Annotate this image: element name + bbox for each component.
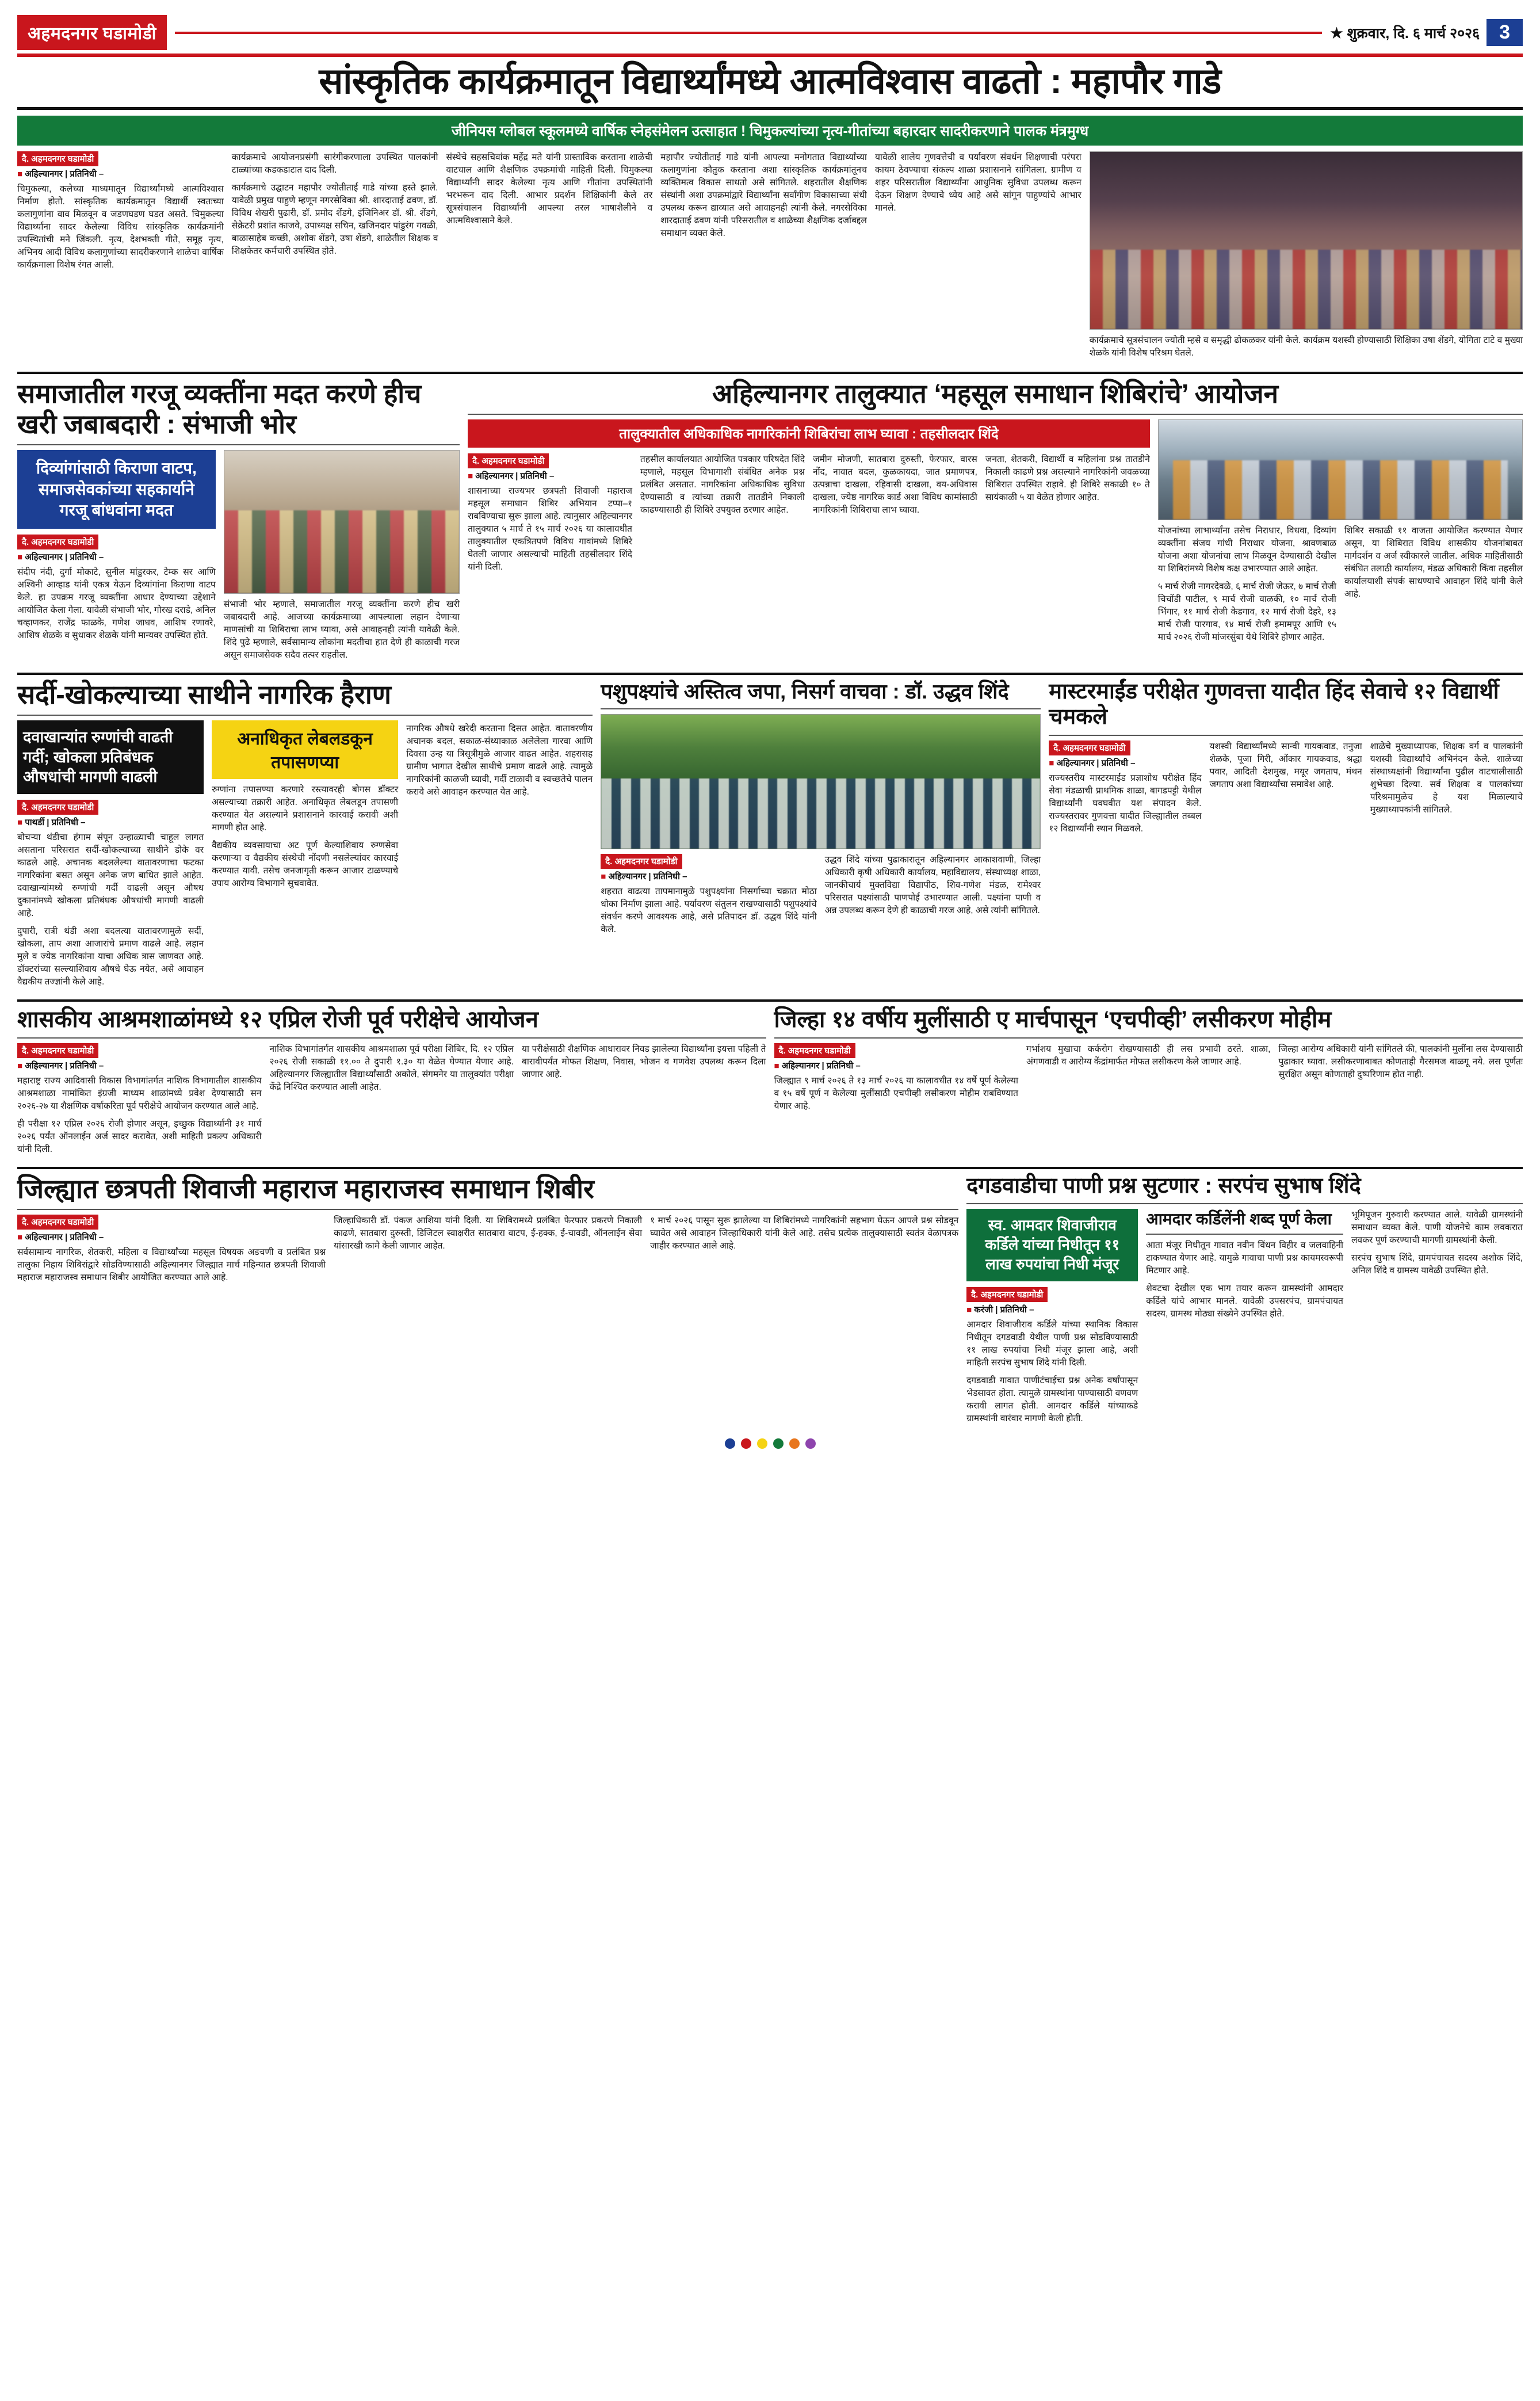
paragraph: महापौर ज्योतीताई गाडे यांनी आपल्या मनोगतात विद्यार्थ्यांच्या कलागुणांना कौतुक करताना अशा सांस्कृतिक कार्यक्रमांतूनच व्यक्तिमत्व विकास साधतो असे सांगितले. शहरातील शैक्षणिक संस्थांनी अशा उपक्रमांद्वारे विद्यार्थ्यांना सर्वांगीण विकासाच्या संधी उपलब्ध करून द्याव्यात असे आवाहनही त्यांनी केले. नगरसेविका शारदाताई ढवण यांनी परिसरातील व शाळेच्या शैक्षणिक दर्जाबद्दल समाधान व्यक्त केले. — [660, 152, 867, 239]
byline-location: ■ पाथर्डी | प्रतिनिधी – — [17, 816, 204, 828]
section-mastermind — [1049, 680, 1523, 994]
divider — [17, 673, 1523, 675]
paragraph: सरपंच सुभाष शिंदे, ग्रामपंचायत सदस्य अशोक शिंदे, अनिल शिंदे व ग्रामस्थ यावेळी उपस्थित होते. — [1351, 1253, 1523, 1276]
paragraph: शेवटचा देखील एक भाग तयार करून ग्रामस्थांनी आमदार कर्डिले यांचे आभार मानले. यावेळी उपसरपंच, ग्रामपंचायत सदस्य, ग्रामस्थ मोठ्या संख्येने उपस्थित होते. — [1146, 1284, 1343, 1319]
byline-location: ■ अहिल्यानगर | प्रतिनिधी – — [468, 470, 632, 482]
byline-tag: दै. अहमदनगर घडामोडी — [17, 535, 98, 549]
paragraph: या परीक्षेसाठी शैक्षणिक आधारावर निवड झालेल्या विद्यार्थ्यांना इयत्ता पहिली ते बारावीपर्यंत मोफत शिक्षण, निवास, भोजन व गणवेश उपलब्ध करून दिला जाणार आहे. — [522, 1044, 766, 1079]
section5-headline: पशुपक्ष्यांचे अस्तित्व जपा, निसर्ग वाचवा : डॉ. उद्धव शिंदे — [601, 680, 1009, 704]
section10-headline: दगडवाडीचा पाणी प्रश्न सुटणार : सरपंच सुभाष शिंदे — [966, 1173, 1361, 1198]
paragraph: नागरिक औषधे खरेदी करताना दिसत आहेत. वातावरणीय अचानक बदल, सकाळ-संध्याकाळ अलेलेला गारवा आणि दिवसा उन्ह या त्रिसूत्रीमुळे आजार वाढत आहेत. शहरासह ग्रामीण भागात देखील साथीचे प्रमाण वाढले आहे. त्यामुळे नागरिकांनी काळजी घ्यावी, गर्दी टाळावी व स्वच्छतेचे पालन करावे असे आवाहन करण्यात येत आहे. — [406, 724, 593, 797]
section3-strip: तालुक्यातील अधिकाधिक नागरिकांनी शिबिरांचा लाभ घ्यावा : तहसीलदार शिंदे — [468, 419, 1150, 448]
byline — [17, 151, 224, 180]
divider — [17, 1037, 766, 1039]
paragraph: नाशिक विभागांतर्गत शासकीय आश्रमशाळा पूर्व परीक्षा शिबिर, दि. १२ एप्रिल २०२६ रोजी सकाळी ११.०० ते दुपारी १.३० या वेळेत घेण्यात येणार आहे. अहिल्यानगर जिल्ह्यातील विद्यार्थ्यांसाठी अकोले, संगमनेर या तालुक्यांत परीक्षा केंद्रे निश्चित करण्यात आली आहेत. — [269, 1044, 514, 1092]
paragraph: जिल्हाधिकारी डॉ. पंकज आशिया यांनी दिली. या शिबिरामध्ये प्रलंबित फेरफार प्रकरणे निकाली काढणे, सातबारा दुरुस्ती, डिजिटल स्वाक्षरीत सातबारा वाटप, ई-हक्क, ई-चावडी, ऑनलाईन सेवा यांसारखी कामे केली जाणार आहेत. — [334, 1215, 643, 1251]
paragraph: ५ मार्च रोजी नागरदेवळे, ६ मार्च रोजी जेऊर, ७ मार्च रोजी चिचोंडी पाटील, ९ मार्च रोजी वाळकी, १० मार्च रोजी भिंगार, ११ मार्च रोजी केडगाव, १२ मार्च रोजी देहरे, १३ मार्च रोजी पारगाव, १४ मार्च रोजी इमामपूर आणि १५ मार्च २०२६ रोजी मांजरसुंबा येथे शिबिरे होणार आहेत. — [1157, 582, 1336, 643]
divider — [17, 1209, 958, 1210]
byline — [17, 1043, 262, 1071]
byline-tag: दै. अहमदनगर घडामोडी — [17, 151, 98, 166]
byline-tag: दै. अहमदनगर घडामोडी — [774, 1043, 855, 1058]
divider — [966, 1203, 1523, 1204]
publication-logo: अहमदनगर घडामोडी — [17, 15, 167, 50]
paragraph: उद्धव शिंदे यांच्या पुढाकारातून अहिल्यानगर आकाशवाणी, जिल्हा अधिकारी कृषी अधिकारी कार्यालय, महाविद्यालय, संस्थाध्यक्ष शाळा, जानकीचार्य मुक्तविद्या विद्यापीठ, शिव-गणेश मंडळ, रामेश्वर परिसरात पक्ष्यांसाठी पाणपोई उभारण्यात आली. पक्ष्यांना पाणी व अन्न उपलब्ध करून देणे ही काळाची गरज आहे, असे त्यांनी सांगितले. — [824, 854, 1041, 915]
section9-headline: जिल्ह्यात छत्रपती शिवाजी महाराज महाराजस्व समाधान शिबीर — [17, 1173, 594, 1204]
paragraph: महाराष्ट्र राज्य आदिवासी विकास विभागांतर्गत नाशिक विभागातील शासकीय आश्रमशाळा नामांकित इंग्रजी माध्यम शाळांमध्ये प्रवेश देण्यासाठी सन २०२६-२७ या शैक्षणिक वर्षाकरिता पूर्व परीक्षेचे आयोजन करण्यात आले आहे. — [17, 1075, 262, 1111]
paragraph: राज्यस्तरीय मास्टरमाईंड प्रज्ञाशोध परीक्षेत हिंद सेवा मंडळाची प्राथमिक शाळा, बागडपट्टी येथील विद्यार्थ्यांनी घवघवीत यश संपादन केले. राज्यस्तरावर गुणवत्ता यादीत जिल्ह्यातील तब्बल १२ विद्यार्थ्यांनी स्थान मिळवले. — [1049, 773, 1202, 834]
paragraph: तहसील कार्यालयात आयोजित पत्रकार परिषदेत शिंदे म्हणाले, महसूल विभागाशी संबंधित अनेक प्रश्न प्रलंबित असतात. नागरिकांना अधिकाधिक सुविधा देण्यासाठी व त्यांच्या तक्रारी तातडीने निकाली काढण्यासाठी ही शिबिरे उपयुक्त ठरणार आहेत. — [640, 455, 805, 516]
byline — [966, 1287, 1138, 1315]
footer-color-bar — [17, 1430, 1523, 1449]
byline — [17, 1215, 326, 1243]
lead-photo-col — [1090, 151, 1523, 365]
divider — [17, 999, 1523, 1002]
section6-headline: मास्टरमाईंड परीक्षेत गुणवत्ता यादीत हिंद सेवाचे १२ विद्यार्थी चमकले — [1049, 680, 1499, 729]
lead-subhead-strip: जीनियस ग्लोबल स्कूलमध्ये वार्षिक स्नेहसंमेलन उत्साहात ! चिमुकल्यांच्या नृत्य-गीतांच्या बहारदार सादरीकरणाने पालक मंत्रमुग्ध — [17, 116, 1523, 146]
byline-location: ■ अहिल्यानगर | प्रतिनिधी – — [17, 168, 224, 180]
paragraph: जिल्ह्यात ९ मार्च २०२६ ते १३ मार्च २०२६ या कालावधीत १४ वर्षे पूर्ण केलेल्या व १५ वर्षे पूर्ण न केलेल्या मुलींसाठी एचपीव्ही लसीकरण मोहीम राबविण्यात येणार आहे. — [774, 1075, 1018, 1111]
byline-tag: दै. अहमदनगर घडामोडी — [966, 1287, 1048, 1302]
divider — [601, 708, 1041, 709]
paragraph: जमीन मोजणी, सातबारा दुरुस्ती, फेरफार, वारस नोंद, नावात बदल, कुळकायदा, जात प्रमाणपत्र, उत्पन्नाचा दाखला, रहिवासी दाखला, वय-अधिवास दाखला, ज्येष्ठ नागरिक कार्ड अशा विविध कामांसाठी नागरिकांनी शिबिराचा लाभ घ्यावा. — [812, 455, 977, 516]
section7-headline: शासकीय आश्रमशाळांमध्ये १२ एप्रिल रोजी पूर्व परीक्षेचे आयोजन — [17, 1006, 538, 1032]
paragraph: भूमिपूजन गुरुवारी करण्यात आले. यावेळी ग्रामस्थांनी समाधान व्यक्त केले. पाणी योजनेचे काम लवकरात लवकर पूर्ण करण्याची मागणी ग्रामस्थांनी केली. — [1351, 1210, 1523, 1246]
fifth-row — [17, 1174, 1523, 1430]
paragraph: संभाजी भोर म्हणाले, समाजातील गरजू व्यक्तींना करणे हीच खरी जबाबदारी आहे. आजच्या कार्यक्रमाच्या आपल्याला लहान देणाऱ्या माणसांची या शिबिराचा लाभ घ्यावा, असे आवाहनही त्यांनी यावेळी केले. शिंदे पुढे म्हणाले, सर्वसामान्य लोकांना मदतीचा हात देणे ही काळाची गरज असून समाजसेवक सदैव तत्पर राहतील. — [223, 600, 460, 661]
lead-col-2 — [232, 151, 438, 365]
issue-date: ★ शुक्रवार, दि. ६ मार्च २०२६ — [1330, 25, 1480, 41]
section2-headline: समाजातील गरजू व्यक्तींना मदत करणे हीच खरी जबाबदारी : संभाजी भोर — [17, 379, 422, 440]
paragraph: चिमुकल्या, कलेच्या माध्यमातून विद्यार्थ्यांमध्ये आत्मविश्वास निर्माण होतो. सांस्कृतिक कार्यक्रमातून विद्यार्थी स्वतःच्या कलागुणांना वाव मिळवून व जडणघडण घडत असते. चिमुकल्या विद्यार्थ्यांना सादर केलेल्या विविध सांस्कृतिक कार्यक्रमांनी उपस्थितांची मने जिंकली. नृत्य, देशभक्ती गीते, समूह नृत्य, अभिनय आदी विविध कलागुणांच्या सादरीकरणाने शाळेचा वार्षिक कार्यक्रमाला विशेष रंगत आली. — [17, 184, 224, 270]
section-dagadwadi — [966, 1174, 1523, 1430]
byline-tag: दै. अहमदनगर घडामोडी — [1049, 740, 1130, 755]
paragraph: सर्वसामान्य नागरिक, शेतकरी, महिला व विद्यार्थ्यांच्या महसूल विषयक अडचणी व प्रलंबित प्रश्न तालुका निहाय शिबिरांद्वारे सोडविण्यासाठी अहिल्यानगर जिल्ह्यात मार्च महिन्यात छत्रपती शिवाजी महाराज महाराजस्व समाधान शिबीर आयोजित करण्यात आले आहे. — [17, 1247, 326, 1282]
byline — [774, 1043, 1019, 1071]
byline — [1049, 740, 1201, 769]
byline — [468, 453, 632, 482]
byline — [17, 535, 216, 563]
divider — [17, 444, 460, 445]
paragraph: आमदार शिवाजीराव कर्डिले यांच्या स्थानिक विकास निधीतून दगडवाडी येथील पाणी प्रश्न सोडविण्यासाठी ११ लाख रुपयांचा निधी मंजूर झाला आहे, अशी माहिती सरपंच सुभाष शिंदे यांनी दिली. — [966, 1319, 1138, 1368]
lead-photo-1 — [1090, 151, 1523, 330]
paragraph: शिबिर सकाळी ११ वाजता आयोजित करण्यात येणार असून, या शिबिरात विविध शासकीय योजनांबाबत मार्गदर्शन व अर्ज स्वीकारले जातील. अधिक माहितीसाठी संबंधित तलाठी कार्यालय, मंडळ अधिकारी किंवा तहसील कार्यालयाशी संपर्क साधण्याचे आवाहन शिंदे यांनी केले आहे. — [1344, 526, 1523, 600]
lead-col-5 — [875, 151, 1082, 365]
section5-photo — [601, 714, 1041, 849]
section4-yellow-box: अनाधिकृत लेबलडकून तपासणप्या — [212, 720, 398, 779]
divider — [774, 1037, 1523, 1039]
divider — [17, 1167, 1523, 1169]
paragraph: यावेळी शालेय गुणवत्तेची व पर्यावरण संवर्धन शिक्षणाची परंपरा कायम ठेवण्याचा संकल्प शाळा प्रशासनाने सांगितला. ग्रामीण व शहर परिसरातील विद्यार्थ्यांना आधुनिक सुविधा उपलब्ध करून देऊन शिक्षण देण्याचे ध्येय आहे असे सांगून पाहुण्यांचे आभार मानले. — [874, 152, 1082, 213]
masthead — [17, 15, 1523, 57]
byline — [17, 800, 204, 828]
byline-tag: दै. अहमदनगर घडामोडी — [17, 1043, 98, 1058]
lead-story — [17, 62, 1523, 365]
section4-highlight-box: दवाखान्यांत रुग्णांची वाढती गर्दी; खोकला प्रतिबंधक औषधांची मागणी वाढली — [17, 720, 204, 794]
fourth-row — [17, 1006, 1523, 1161]
byline-tag: दै. अहमदनगर घडामोडी — [17, 800, 98, 815]
byline-location: ■ अहिल्यानगर | प्रतिनिधी – — [1049, 757, 1201, 769]
color-dot-red — [741, 1438, 751, 1449]
section2-photo — [224, 450, 460, 594]
color-dot-green — [773, 1438, 784, 1449]
divider — [468, 414, 1523, 415]
divider — [17, 372, 1523, 374]
section8-headline: जिल्हा १४ वर्षीय मुलींसाठी ए मार्चपासून ‘एचपीव्ही’ लसीकरण मोहीम — [774, 1006, 1332, 1032]
page-number: 3 — [1486, 19, 1523, 46]
byline-tag: दै. अहमदनगर घडामोडी — [601, 854, 682, 869]
paragraph: यशस्वी विद्यार्थ्यांमध्ये सान्वी गायकवाड, तनुजा शेळके, पूजा गिरी, ओंकार गायकवाड, श्रद्धा पवार, आदिती देशमुख, मयूर जगताप, मंथन जगताप अशा विद्यार्थ्यांचा समावेश आहे. — [1209, 741, 1362, 789]
byline — [601, 854, 816, 882]
section-pashu — [601, 680, 1041, 994]
paragraph: कार्यक्रमाचे आयोजनप्रसंगी सारंगीकरणाला उपस्थित पालकांनी टाळ्यांच्या कडकडाटात दाद दिली. — [231, 152, 438, 175]
divider — [1146, 1234, 1343, 1235]
section-ashramshala — [17, 1006, 766, 1161]
section2-highlight-box: दिव्यांगांसाठी किराणा वाटप, समाजसेवकांच्या सहकार्याने गरजू बांधवांना मदत — [17, 450, 216, 529]
paragraph: दगडवाडी गावात पाणीटंचाईचा प्रश्न अनेक वर्षांपासून भेडसावत होता. त्यामुळे ग्रामस्थांना पाण्यासाठी वणवण करावी लागत होती. आमदार कर्डिले यांच्याकडे ग्रामस्थांनी वारंवार मागणी केली होती. — [966, 1375, 1138, 1423]
section3-headline: अहिल्यानगर तालुक्यात ‘महसूल समाधान शिबिरांचे’ आयोजन — [712, 379, 1279, 409]
lead-col-3 — [446, 151, 652, 365]
color-dot-purple — [805, 1438, 816, 1449]
paragraph: १ मार्च २०२६ पासून सुरू झालेल्या या शिबिरांमध्ये नागरिकांनी सहभाग घेऊन आपले प्रश्न सोडवून घ्यावेत असे आवाहन जिल्हाधिकारी यांनी केले आहे. तसेच प्रत्येक तालुक्यासाठी स्वतंत्र वेळापत्रक जाहीर करण्यात आले आहे. — [650, 1215, 959, 1251]
paragraph: बोचऱ्या थंडीचा हंगाम संपून उन्हाळ्याची चाहूल लागत असताना परिसरात सर्दी-खोकल्याच्या साथीने डोके वर काढले आहे. अचानक बदललेल्या वातावरणाचा फटका नागरिकांना बसत असून अनेक जण बाधित झाले आहेत. दवाखान्यांमध्ये रुग्णांची गर्दी वाढली असून औषध दुकानांमध्ये खोकला प्रतिबंधक औषधांची मागणी वाढली आहे. — [17, 832, 204, 918]
divider — [17, 715, 593, 716]
section-hpv — [774, 1006, 1523, 1161]
third-row — [17, 680, 1523, 994]
paragraph: वैद्यकीय व्यवसायाचा अट पूर्ण केल्याशिवाय रुग्णसेवा करणाऱ्या व वैद्यकीय संस्थेची नोंदणी नसलेल्यांवर कारवाई करण्यात यावी. तसेच जनजागृती करून आजार टाळण्याचे उपाय आरोग्य विभागाने सुचवावेत. — [212, 841, 399, 889]
section-sardi — [17, 680, 593, 994]
paragraph: जनता, शेतकरी, विद्यार्थी व महिलांना प्रश्न तातडीने निकाली काढणे प्रश्न असल्याने नागरिकांनी जवळच्या शिबिरात उपस्थित राहावे. ही शिबिरे सकाळी १० ते सायंकाळी ५ या वेळेत होणार आहेत. — [985, 455, 1150, 503]
section3-photo — [1158, 419, 1523, 520]
byline-location: ■ अहिल्यानगर | प्रतिनिधी – — [17, 1231, 326, 1243]
paragraph: संस्थेचे सहसचिवांक महेंद्र मते यांनी प्रास्ताविक करताना शाळेची वाटचाल आणि शैक्षणिक उपक्रमांची माहिती दिली. चिमुकल्या विद्यार्थ्यांनी सादर केलेल्या नृत्य आणि गीतांना उपस्थितांनी भरभरून दाद दिली. आभार प्रदर्शन शिक्षिकांनी केले तर सूत्रसंचालन विद्यार्थ्यांनी आपल्या तरल भाषाशैलीने व आत्मविश्वासाने केले. — [446, 152, 653, 226]
paragraph: जिल्हा आरोग्य अधिकारी यांनी सांगितले की, पालकांनी मुलींना लस देण्यासाठी पुढाकार घ्यावा. लसीकरणाबाबत कोणताही गैरसमज बाळगू नये. लस पूर्णतः सुरक्षित असून कोणताही दुष्परिणाम होत नाही. — [1278, 1044, 1523, 1079]
byline-location: ■ अहिल्यानगर | प्रतिनिधी – — [601, 871, 816, 882]
paragraph: कार्यक्रमाचे सूत्रसंचालन ज्योती म्हसे व समृद्धी ढोकळकर यांनी केले. कार्यक्रम यशस्वी होण्यासाठी शिक्षिका उषा शेंडगे, योगिता टाटे व मुख्या शेळके यांनी विशेष परिश्रम घेतले. — [1089, 335, 1523, 358]
section10-green-box: स्व. आमदार शिवाजीराव कर्डिले यांच्या निधीतून ११ लाख रुपयांचा निधी मंजूर — [966, 1209, 1138, 1281]
byline-location: ■ अहिल्यानगर | प्रतिनिधी – — [17, 1060, 262, 1071]
byline-location: ■ करंजी | प्रतिनिधी – — [966, 1304, 1138, 1315]
paragraph: दुपारी, रात्री थंडी अशा बदलत्या वातावरणामुळे सर्दी, खोकला, ताप अशा आजारांचे प्रमाण वाढले आहे. लहान मुले व ज्येष्ठ नागरिकांना याचा अधिक त्रास जाणवत आहे. डॉक्टरांच्या सल्ल्याशिवाय औषधे घेऊ नयेत, असे आवाहन वैद्यकीय तज्ज्ञांनी केले आहे. — [17, 926, 204, 987]
color-dot-orange — [789, 1438, 800, 1449]
byline-tag: दै. अहमदनगर घडामोडी — [468, 453, 549, 468]
color-dot-yellow — [757, 1438, 767, 1449]
lead-col-1 — [17, 151, 224, 365]
section4-headline: सर्दी-खोकल्याच्या साथीने नागरिक हैराण — [17, 680, 392, 710]
paragraph: ही परीक्षा १२ एप्रिल २०२६ रोजी होणार असून, इच्छुक विद्यार्थ्यांनी ३१ मार्च २०२६ पर्यंत ऑनलाईन अर्ज सादर करावेत, अशी माहिती प्रकल्प अधिकारी यांनी दिली. — [17, 1119, 262, 1154]
mid-row — [17, 379, 1523, 667]
lead-columns — [17, 151, 1523, 365]
divider — [1049, 735, 1523, 736]
byline-tag: दै. अहमदनगर घडामोडी — [17, 1215, 98, 1230]
paragraph: शाळेचे मुख्याध्यापक, शिक्षक वर्ग व पालकांनी यशस्वी विद्यार्थ्यांचे अभिनंदन केले. शाळेच्या संस्थाध्यक्षांनी विद्यार्थ्यांना पुढील वाटचालीसाठी शुभेच्छा दिल्या. सर्व शिक्षक व पालकांच्या परिश्रमामुळेच हे यश मिळाल्याचे मुख्याध्यापकांनी सांगितले. — [1370, 741, 1523, 815]
paragraph: संदीप नंदी, दुर्गा मोकाटे, सुनील मांडुरकर, टेम्क सर आणि अश्विनी आव्हाड यांनी एकत्र येऊन दिव्यांगांना किराणा वाटप केले. हा उपक्रम गरजू व्यक्तींना आधार देण्याच्या उद्देशाने आयोजित केला गेला. यावेळी संभाजी भोर, गोरख दराडे, अनिल चव्हाणकर, राजेंद्र फाळके, गणेश जाधव, आशिष रणावरे, आशिष शेळके व सुधाकर शेळके यांनी मान्यवर उपस्थित होते. — [17, 567, 216, 641]
lead-headline: सांस्कृतिक कार्यक्रमातून विद्यार्थ्यांमध्ये आत्मविश्वास वाढतो : महापौर गाडे — [17, 62, 1523, 110]
lead-col-4 — [660, 151, 867, 365]
section-mahsul — [468, 379, 1523, 667]
masthead-rule — [175, 32, 1322, 34]
paragraph: कार्यक्रमाचे उद्घाटन महापौर ज्योतीताई गाडे यांच्या हस्ते झाले. यावेळी प्रमुख पाहुणे म्हणून नगरसेविका श्री. शारदाताई ढवण, डॉ. विविध शेखरी पुढारी, डॉ. प्रमोद शेंडगे, इंजिनिअर डॉ. श्री. शेंडगे, सेक्रेटरी प्रशांत काजवे, उपाध्यक्ष सचिन, खजिनदार पांडुरंग गवळी, बाळासाहेब कच्छी, अशोक शेंडगे, उषा शेंडगे, शाळेतील शिक्षक व शिक्षकेतर कर्मचारी उपस्थित होते. — [231, 183, 438, 257]
section10-subhead: आमदार कर्डिलेंनी शब्द पूर्ण केला — [1146, 1210, 1332, 1228]
byline-location: ■ अहिल्यानगर | प्रतिनिधी – — [774, 1060, 1019, 1071]
paragraph: गर्भाशय मुखाचा कर्करोग रोखण्यासाठी ही लस प्रभावी ठरते. शाळा, अंगणवाडी व आरोग्य केंद्रांमार्फत मोफत लसीकरण केले जाणार आहे. — [1026, 1044, 1271, 1067]
color-dot-blue — [725, 1438, 735, 1449]
paragraph: शहरात वाढत्या तापमानामुळे पशुपक्ष्यांना निसर्गाच्या चक्रात मोठा धोका निर्माण झाला आहे. पर्यावरण संतुलन राखण्यासाठी पशुपक्ष्यांचे संवर्धन करणे आवश्यक आहे, असे प्रतिपादन डॉ. उद्धव शिंदे यांनी केले. — [601, 886, 817, 934]
paragraph: शासनाच्या राज्यभर छत्रपती शिवाजी महाराज महसूल समाधान शिबिर अभियान टप्पा–१ राबविण्याचा सुरू झाला आहे. त्यानुसार अहिल्यानगर तालुक्यात ५ मार्च ते १५ मार्च २०२६ या कालावधीत तालुक्यातील एकत्रितपणे विविध गावांमध्ये शिबिरे घेतली जाणार असल्याची माहिती तहसीलदार शिंदे यांनी दिली. — [468, 486, 632, 572]
byline-location: ■ अहिल्यानगर | प्रतिनिधी – — [17, 551, 216, 563]
section-samaj — [17, 379, 460, 667]
paragraph: योजनांच्या लाभार्थ्यांना तसेच निराधार, विधवा, दिव्यांग व्यक्तींना संजय गांधी निराधार योजना, श्रावणबाळ योजना अशा योजनांचा लाभ मिळवून देण्यासाठी देखील या शिबिरांमध्ये विशेष कक्ष उभारण्यात आले आहेत. — [1157, 526, 1336, 574]
paragraph: आता मंजूर निधीतून गावात नवीन विंधन विहीर व जलवाहिनी टाकण्यात येणार आहे. यामुळे गावाचा पाणी प्रश्न कायमस्वरूपी मिटणार आहे. — [1146, 1240, 1343, 1276]
paragraph: रुग्णांना तपासण्या करणारे रस्त्यावरही बोगस डॉक्टर असल्याच्या तक्रारी आहेत. अनाधिकृत लेबलडून तपासणी करण्यात येत असल्याने प्रशासनाने कारवाई करावी अशी मागणी होत आहे. — [212, 785, 399, 833]
section-shibir — [17, 1174, 958, 1430]
